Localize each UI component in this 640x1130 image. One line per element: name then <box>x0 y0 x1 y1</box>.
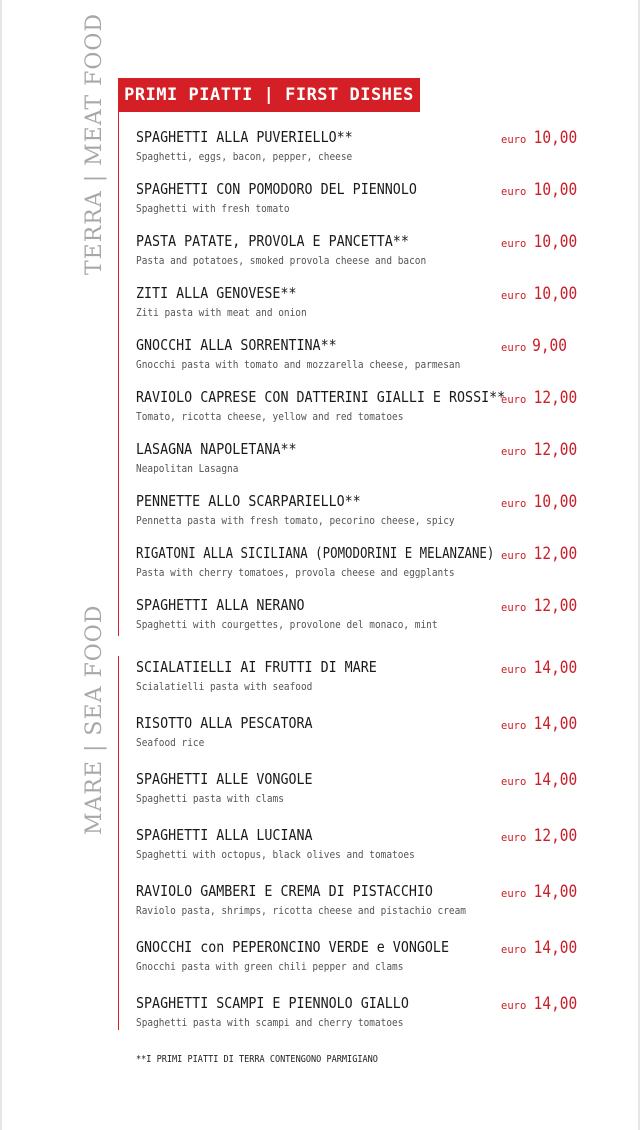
menu-item <box>136 232 626 276</box>
menu-item <box>136 128 626 172</box>
page-frame-left <box>0 0 2 1130</box>
price-currency: euro <box>501 832 527 844</box>
price-value: 10,00 <box>533 180 578 200</box>
price-value: 10,00 <box>533 232 578 252</box>
item-description: Pasta with cherry tomatoes, provola cheese and eggplants <box>136 567 455 579</box>
price-value: 9,00 <box>532 336 568 356</box>
allergen-footnote: **I PRIMI PIATTI DI TERRA CONTENGONO PARMIGIANO <box>136 1054 378 1065</box>
item-price <box>501 336 568 356</box>
item-price <box>501 128 578 148</box>
meat-section-rule <box>118 112 119 636</box>
item-description: Spaghetti, eggs, bacon, pepper, cheese <box>136 151 353 163</box>
item-name: RISOTTO ALLA PESCATORA <box>136 714 313 732</box>
item-description: Spaghetti with courgettes, provolone del monaco, mint <box>136 619 438 631</box>
item-description: Pasta and potatoes, smoked provola cheese and bacon <box>136 255 427 267</box>
item-price <box>501 714 578 734</box>
item-description: Raviolo pasta, shrimps, ricotta cheese and pistachio cream <box>136 905 466 917</box>
item-price <box>501 938 578 958</box>
price-currency: euro <box>501 602 527 614</box>
item-description: Seafood rice <box>136 737 205 749</box>
menu-item <box>136 938 626 982</box>
menu-item <box>136 596 626 640</box>
item-description: Gnocchi pasta with tomato and mozzarella cheese, parmesan <box>136 359 461 371</box>
item-price <box>501 180 578 200</box>
price-currency: euro <box>501 290 527 302</box>
price-value: 14,00 <box>533 994 578 1014</box>
item-name: RAVIOLO CAPRESE CON DATTERINI GIALLI E ROSSI** <box>136 388 506 406</box>
item-price <box>501 544 578 564</box>
price-value: 14,00 <box>533 770 578 790</box>
price-value: 12,00 <box>533 440 578 460</box>
item-description: Spaghetti pasta with scampi and cherry tomatoes <box>136 1017 404 1029</box>
menu-item <box>136 544 626 588</box>
price-currency: euro <box>501 944 527 956</box>
price-value: 10,00 <box>533 492 578 512</box>
price-currency: euro <box>501 134 527 146</box>
item-description: Neapolitan Lasagna <box>136 463 239 475</box>
item-price <box>501 994 578 1014</box>
price-value: 14,00 <box>533 714 578 734</box>
item-price <box>501 440 578 460</box>
price-value: 12,00 <box>533 596 578 616</box>
price-currency: euro <box>501 238 527 250</box>
item-name: SPAGHETTI SCAMPI E PIENNOLO GIALLO <box>136 994 409 1012</box>
sea-section-rule <box>118 656 119 1030</box>
price-value: 10,00 <box>533 284 578 304</box>
menu-item <box>136 388 626 432</box>
item-name: SCIALATIELLI AI FRUTTI DI MARE <box>136 658 377 676</box>
section-header: PRIMI PIATTI | FIRST DISHES <box>118 78 420 112</box>
menu-item <box>136 714 626 758</box>
item-name: SPAGHETTI CON POMODORO DEL PIENNOLO <box>136 180 417 198</box>
item-price <box>501 232 578 252</box>
item-name: PASTA PATATE, PROVOLA E PANCETTA** <box>136 232 409 250</box>
price-currency: euro <box>501 720 527 732</box>
item-name: PENNETTE ALLO SCARPARIELLO** <box>136 492 361 510</box>
price-value: 14,00 <box>533 882 578 902</box>
sea-section-label: MARE | SEA FOOD <box>82 604 107 835</box>
item-name: SPAGHETTI ALLA PUVERIELLO** <box>136 128 353 146</box>
item-price <box>501 658 578 678</box>
item-description: Spaghetti with octopus, black olives and tomatoes <box>136 849 415 861</box>
item-name: GNOCCHI ALLA SORRENTINA** <box>136 336 337 354</box>
item-description: Ziti pasta with meat and onion <box>136 307 307 319</box>
menu-item <box>136 440 626 484</box>
item-price <box>501 882 578 902</box>
item-name: RIGATONI ALLA SICILIANA (POMODORINI E MELANZANE) <box>136 544 495 562</box>
price-value: 12,00 <box>533 544 578 564</box>
item-description: Gnocchi pasta with green chili pepper and clams <box>136 961 404 973</box>
price-currency: euro <box>501 394 527 406</box>
menu-item <box>136 882 626 926</box>
price-currency: euro <box>501 888 527 900</box>
price-value: 12,00 <box>533 388 578 408</box>
item-description: Pennetta pasta with fresh tomato, pecorino cheese, spicy <box>136 515 455 527</box>
price-currency: euro <box>501 498 527 510</box>
menu-item <box>136 180 626 224</box>
price-value: 14,00 <box>533 938 578 958</box>
menu-item <box>136 284 626 328</box>
item-price <box>501 770 578 790</box>
item-price <box>501 492 578 512</box>
price-currency: euro <box>501 664 527 676</box>
price-currency: euro <box>501 186 527 198</box>
price-currency: euro <box>501 550 527 562</box>
menu-item <box>136 336 626 380</box>
menu-item <box>136 994 626 1038</box>
item-description: Scialatielli pasta with seafood <box>136 681 313 693</box>
item-description: Tomato, ricotta cheese, yellow and red tomatoes <box>136 411 404 423</box>
item-name: ZITI ALLA GENOVESE** <box>136 284 297 302</box>
item-description: Spaghetti pasta with clams <box>136 793 284 805</box>
price-currency: euro <box>501 446 527 458</box>
item-name: GNOCCHI con PEPERONCINO VERDE e VONGOLE <box>136 938 449 956</box>
menu-item <box>136 826 626 870</box>
price-value: 14,00 <box>533 658 578 678</box>
meat-section-label: TERRA | MEAT FOOD <box>82 12 107 275</box>
item-name: SPAGHETTI ALLA LUCIANA <box>136 826 313 844</box>
price-value: 12,00 <box>533 826 578 846</box>
price-currency: euro <box>501 342 527 354</box>
item-price <box>501 596 578 616</box>
price-currency: euro <box>501 776 527 788</box>
price-currency: euro <box>501 1000 527 1012</box>
item-price <box>501 826 578 846</box>
item-name: RAVIOLO GAMBERI E CREMA DI PISTACCHIO <box>136 882 433 900</box>
item-price <box>501 388 578 408</box>
item-name: SPAGHETTI ALLE VONGOLE <box>136 770 313 788</box>
menu-item <box>136 770 626 814</box>
item-name: LASAGNA NAPOLETANA** <box>136 440 297 458</box>
price-value: 10,00 <box>533 128 578 148</box>
menu-item <box>136 492 626 536</box>
item-price <box>501 284 578 304</box>
item-description: Spaghetti with fresh tomato <box>136 203 290 215</box>
item-name: SPAGHETTI ALLA NERANO <box>136 596 305 614</box>
menu-item <box>136 658 626 702</box>
